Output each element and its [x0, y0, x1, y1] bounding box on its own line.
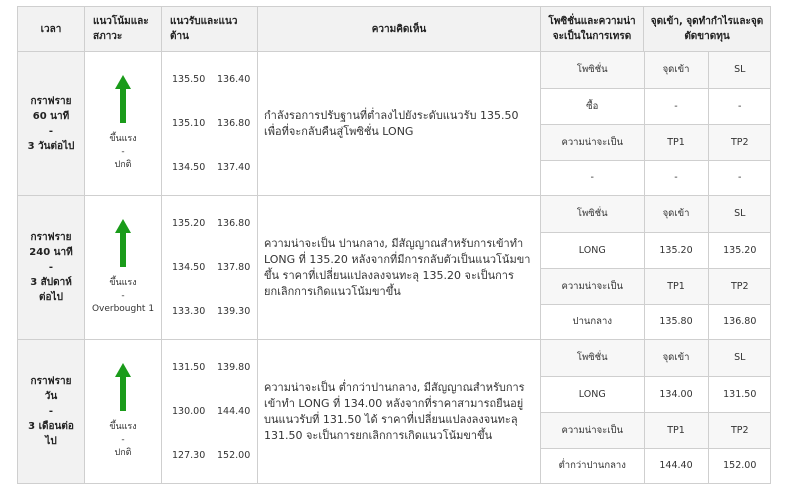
trend-cell: [85, 52, 162, 196]
position-row: [541, 448, 771, 483]
trading-signal-table: [17, 6, 771, 484]
resistance-value: 136.40: [217, 73, 251, 85]
timeframe-line: -: [48, 125, 54, 137]
trend-cell: [85, 340, 162, 484]
position-label: TP2: [708, 412, 771, 448]
position-row: [541, 88, 771, 124]
header-trend: แนวโน้มและสภาวะ: [85, 7, 162, 52]
position-value: ปานกลาง: [572, 316, 612, 328]
position-row: [541, 160, 771, 195]
timeframe-line: 3 เดือนต่อ: [28, 421, 74, 432]
resistance-value: 139.30: [217, 305, 251, 317]
position-label: TP1: [644, 124, 708, 160]
trend-label: Overbought 1: [91, 304, 155, 314]
timeframe-line: -: [48, 262, 54, 273]
timeframe-line: กราฟราย: [30, 95, 72, 107]
position-value: -: [590, 172, 594, 184]
resistance-value: 152.00: [217, 449, 251, 461]
header-targets: จุดเข้า, จุดทำกำไรและจุดตัดขาดทุน: [644, 7, 771, 52]
support-value: 134.50: [172, 261, 206, 273]
support-value: 127.30: [172, 449, 206, 461]
position-value: -: [708, 160, 771, 195]
level-row: [172, 146, 257, 190]
support-resistance-cell: [162, 52, 258, 196]
table-row: [18, 196, 771, 340]
position-value: -: [708, 88, 771, 124]
timeframe-line: กราฟราย: [30, 232, 72, 243]
position-label: โพซิชั่น: [541, 340, 644, 376]
position-label: โพซิชั่น: [541, 196, 644, 232]
timeframe-cell: [18, 340, 85, 484]
level-row: [172, 58, 257, 102]
position-label: ความน่าจะเป็น: [541, 124, 644, 160]
position-subtable: [541, 340, 771, 483]
timeframe-line: 240 นาที: [29, 247, 73, 258]
up-arrow-icon: [115, 75, 131, 123]
header-levels: แนวรับและแนวต้าน: [162, 7, 258, 52]
level-row: [172, 202, 257, 246]
comment-cell: กำลังรอการปรับฐานที่ต่ำลงไปยังระดับแนวรับ 135.50 เพื่อที่จะกลับคืนสู่โพซิชั่น LONG: [258, 52, 541, 196]
level-row: [172, 102, 257, 146]
position-row: [541, 124, 771, 160]
position-value: 135.20: [708, 232, 771, 268]
position-label: จุดเข้า: [644, 340, 708, 376]
timeframe-line: ต่อไป: [39, 292, 63, 303]
position-label: TP1: [644, 268, 708, 304]
position-value: 136.80: [708, 304, 771, 339]
resistance-value: 137.80: [217, 261, 251, 273]
position-label: โพซิชั่น: [541, 52, 644, 88]
support-value: 135.50: [172, 73, 206, 85]
comment-cell: ความน่าจะเป็น ต่ำกว่าปานกลาง, มีสัญญาณสำหรับการเข้าทำ LONG ที่ 134.00 หลังจากที่ราคาสามารถยืนอยู่บนแนวรับที่ 131.50 ได้ ราคาที่เปลี่ยนแปลงลงจนทะลุ 131.50 จะเป็นการยกเลิกการเกิดแนวโน้มขาขึ้น: [258, 340, 541, 484]
timeframe-line: 60 นาที: [32, 110, 70, 122]
position-value: -: [644, 160, 708, 195]
position-label: จุดเข้า: [644, 196, 708, 232]
comment-cell: ความน่าจะเป็น ปานกลาง, มีสัญญาณสำหรับการเข้าทำ LONG ที่ 135.20 หลังจากที่มีการกลับตัวเป็นแนวโน้มขาขึ้น ราคาที่เปลี่ยนแปลงลงจนทะลุ 135.20 จะเป็นการยกเลิกการเกิดแนวโน้มขาขึ้น: [258, 196, 541, 340]
table-row: [18, 340, 771, 484]
timeframe-line: -: [48, 406, 54, 417]
trend-label: ปกติ: [114, 448, 132, 458]
position-row: [541, 52, 771, 88]
timeframe-line: 3 สัปดาห์: [30, 277, 72, 288]
position-label: TP1: [644, 412, 708, 448]
position-label: TP2: [708, 124, 771, 160]
position-label: ความน่าจะเป็น: [541, 268, 644, 304]
timeframe-line: กราฟราย: [30, 376, 72, 387]
position-value: 135.80: [644, 304, 708, 339]
header-row: [18, 7, 771, 52]
support-resistance-cell: [162, 340, 258, 484]
resistance-value: 137.40: [217, 161, 251, 173]
trend-label: ขึ้นแรง: [109, 134, 137, 144]
trend-label: ขึ้นแรง: [109, 422, 137, 432]
position-row: [541, 412, 771, 448]
position-label: TP2: [708, 268, 771, 304]
position-value: LONG: [541, 232, 644, 268]
trend-label: -: [121, 291, 125, 301]
header-comment: ความคิดเห็น: [258, 7, 541, 52]
level-row: [172, 290, 257, 334]
position-label: SL: [708, 340, 771, 376]
position-value: 144.40: [644, 448, 708, 483]
position-label: SL: [708, 196, 771, 232]
position-row: [541, 196, 771, 232]
position-value: 152.00: [708, 448, 771, 483]
position-row: [541, 304, 771, 339]
position-value: LONG: [541, 376, 644, 412]
position-subtable: [541, 196, 771, 339]
position-row: [541, 376, 771, 412]
resistance-value: 139.80: [217, 361, 251, 373]
trend-label: ปกติ: [114, 160, 132, 170]
up-arrow-icon: [115, 363, 131, 411]
timeframe-line: 3 วันต่อไป: [27, 140, 75, 152]
support-value: 131.50: [172, 361, 206, 373]
resistance-value: 144.40: [217, 405, 251, 417]
position-row: [541, 232, 771, 268]
level-row: [172, 390, 257, 434]
support-resistance-cell: [162, 196, 258, 340]
trend-cell: [85, 196, 162, 340]
support-value: 135.20: [172, 217, 206, 229]
position-value: ซื้อ: [541, 88, 644, 124]
table-row: [18, 52, 771, 196]
header-time: เวลา: [18, 7, 85, 52]
position-row: [541, 268, 771, 304]
trend-label: ขึ้นแรง: [109, 278, 137, 288]
resistance-value: 136.80: [217, 117, 251, 129]
position-label: ความน่าจะเป็น: [541, 412, 644, 448]
trend-label: -: [121, 435, 125, 445]
timeframe-line: วัน: [44, 391, 58, 402]
position-cell: [541, 196, 771, 340]
position-subtable: [541, 52, 771, 195]
support-value: 135.10: [172, 117, 206, 129]
resistance-value: 136.80: [217, 217, 251, 229]
header-position: โพซิชั่นและความน่าจะเป็นในการเทรด: [541, 7, 644, 52]
position-value: 134.00: [644, 376, 708, 412]
up-arrow-icon: [115, 219, 131, 267]
support-value: 134.50: [172, 161, 206, 173]
timeframe-cell: [18, 52, 85, 196]
level-row: [172, 346, 257, 390]
position-label: SL: [708, 52, 771, 88]
support-value: 130.00: [172, 405, 206, 417]
timeframe-line: ไป: [45, 436, 57, 447]
position-row: [541, 340, 771, 376]
trend-label: -: [121, 147, 125, 157]
level-row: [172, 246, 257, 290]
timeframe-cell: [18, 196, 85, 340]
support-value: 133.30: [172, 305, 206, 317]
position-value: -: [644, 88, 708, 124]
position-value: 135.20: [644, 232, 708, 268]
position-cell: [541, 52, 771, 196]
position-value: 131.50: [708, 376, 771, 412]
level-row: [172, 434, 257, 478]
position-value: ต่ำกว่าปานกลาง: [558, 460, 626, 472]
position-cell: [541, 340, 771, 484]
position-label: จุดเข้า: [644, 52, 708, 88]
